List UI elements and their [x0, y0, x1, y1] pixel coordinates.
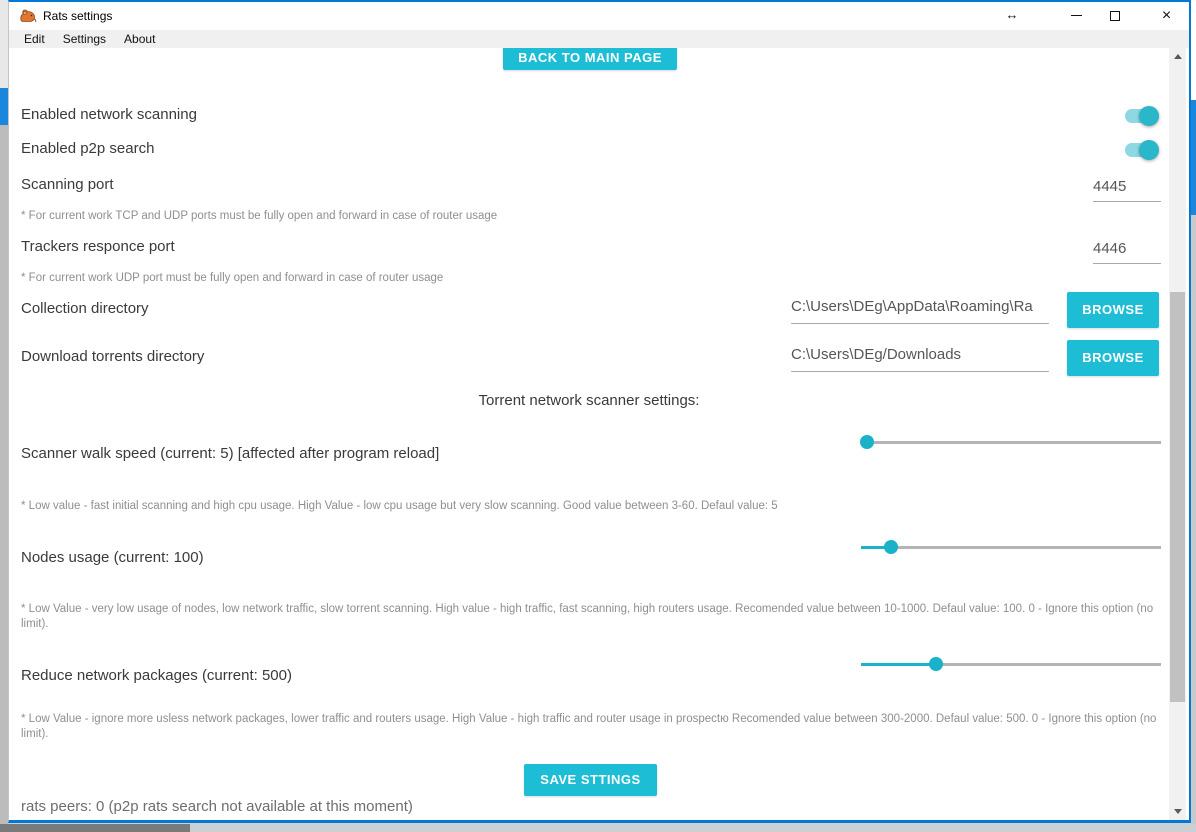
section-title: Torrent network scanner settings:: [478, 392, 700, 409]
triangle-up-icon: [1174, 54, 1182, 59]
scanner-walk-speed-label: Scanner walk speed (current: 5) [affected after program reload]: [21, 445, 440, 462]
desktop-bottom-strip: [0, 824, 190, 832]
close-button[interactable]: [1144, 2, 1189, 30]
title-bar[interactable]: [9, 2, 1189, 30]
minimize-icon: [1071, 15, 1082, 16]
toggle-network-scanning[interactable]: [1125, 109, 1159, 123]
download-browse-button[interactable]: BROWSE: [1067, 340, 1159, 376]
menu-settings[interactable]: Settings: [62, 32, 107, 46]
desktop-bottom-strip: [190, 824, 1196, 832]
scrollbar-thumb[interactable]: [1170, 292, 1185, 702]
background-window-right-edge: [1191, 0, 1196, 824]
menu-edit[interactable]: Edit: [24, 32, 45, 46]
toggle-label-network-scanning: Enabled network scanning: [21, 106, 197, 123]
scrollbar-down-arrow[interactable]: [1169, 803, 1186, 820]
close-icon: ×: [1161, 7, 1172, 24]
trackers-port-hint: * For current work UDP port must be fully open and forward in case of router usage: [21, 272, 444, 284]
slider-thumb[interactable]: [860, 435, 874, 449]
vertical-scrollbar[interactable]: [1169, 48, 1186, 820]
reduce-packages-slider[interactable]: [861, 657, 1161, 671]
toggle-knob: [1139, 106, 1159, 126]
menu-bar: [9, 30, 1189, 48]
collection-browse-button[interactable]: BROWSE: [1067, 292, 1159, 328]
triangle-down-icon: [1174, 809, 1182, 814]
scanning-port-label: Scanning port: [21, 176, 114, 193]
save-settings-button[interactable]: SAVE STTINGS: [524, 764, 657, 796]
back-to-main-page-button[interactable]: BACK TO MAIN PAGE: [503, 48, 677, 70]
slider-fill: [861, 663, 936, 666]
slider-track[interactable]: [861, 546, 1161, 549]
reduce-packages-label: Reduce network packages (current: 500): [21, 667, 292, 684]
trackers-port-input[interactable]: 4446: [1093, 236, 1161, 264]
reduce-packages-hint: * Low Value - ignore more usless network packages, lower traffic and routers usage. High Value - high traffic and router usage in prospectю Recomended value between 300-2000. Defaul value: 500. 0 - Ignore this option (no limit).: [21, 713, 1157, 740]
download-directory-label: Download torrents directory: [21, 348, 205, 365]
background-window-blue-border: [0, 88, 8, 125]
resize-arrows-icon[interactable]: ↔: [1005, 7, 1019, 22]
rats-peers-status: rats peers: 0 (p2p rats search not available at this moment): [21, 798, 413, 815]
rats-settings-window: [8, 0, 1191, 823]
rat-app-icon: [19, 7, 37, 25]
scanner-walk-speed-hint: * Low value - fast initial scanning and high cpu usage. High Value - low cpu usage but very slow scanning. Good value between 3-60. Defaul value: 5: [21, 500, 778, 512]
collection-directory-input[interactable]: C:\Users\DEg\AppData\Roaming\Ra: [791, 292, 1049, 324]
scanner-walk-speed-slider[interactable]: [861, 435, 1161, 449]
collection-directory-label: Collection directory: [21, 300, 149, 317]
settings-content: [9, 48, 1189, 820]
scanning-port-hint: * For current work TCP and UDP ports must be fully open and forward in case of router usage: [21, 210, 498, 222]
slider-thumb[interactable]: [884, 540, 898, 554]
background-window-blue-border: [1191, 100, 1196, 215]
scrollbar-up-arrow[interactable]: [1169, 48, 1186, 65]
toggle-p2p-search[interactable]: [1125, 143, 1159, 157]
scanning-port-input[interactable]: 4445: [1093, 174, 1161, 202]
toggle-knob: [1139, 140, 1159, 160]
nodes-usage-hint: * Low Value - very low usage of nodes, low network traffic, slow torrent scanning. High value - high traffic, fast scanning, high routers usage. Recomended value between 10-1000. Defaul value: 100. 0 - Ignore this option (no limit).: [21, 603, 1154, 630]
maximize-icon: [1110, 11, 1120, 21]
background-window-gray-border: [0, 125, 8, 824]
nodes-usage-label: Nodes usage (current: 100): [21, 549, 204, 566]
slider-thumb[interactable]: [929, 657, 943, 671]
menu-about[interactable]: About: [124, 32, 156, 46]
background-window-gray-border: [1191, 215, 1196, 824]
background-window-left-edge: [0, 0, 8, 824]
maximize-button[interactable]: [1092, 2, 1137, 30]
slider-track[interactable]: [861, 441, 1161, 444]
window-title: Rats settings: [43, 9, 113, 23]
nodes-usage-slider[interactable]: [861, 540, 1161, 554]
download-directory-input[interactable]: C:\Users\DEg/Downloads: [791, 340, 1049, 372]
trackers-port-label: Trackers responce port: [21, 238, 175, 255]
toggle-label-p2p-search: Enabled p2p search: [21, 140, 155, 157]
